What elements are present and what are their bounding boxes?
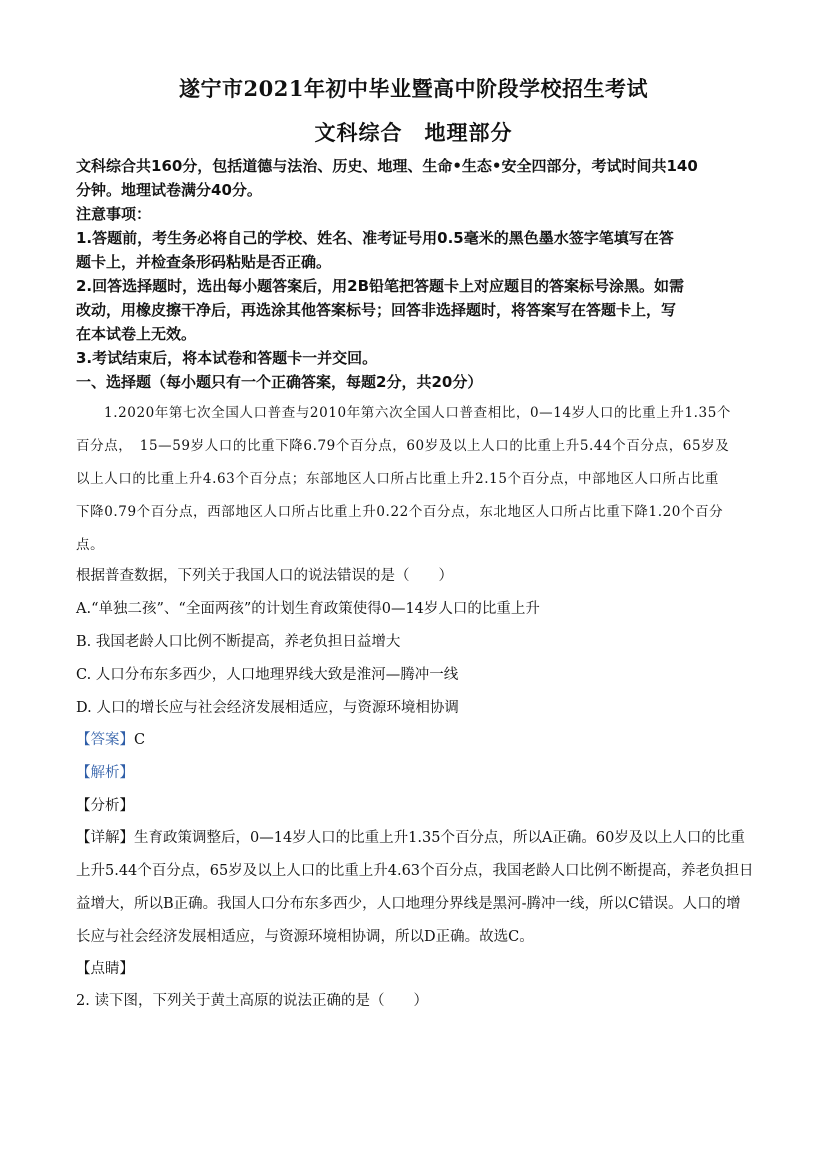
detail-line: 益增大，所以B正确。我国人口分布东多西少，人口地理分界线是黑河-腾冲一线，所以C错误。人口的增 xyxy=(76,896,741,912)
question-stem-line: 以上人口的比重上升4.63个百分点；东部地区人口所占比重上升2.15个百分点，中部地区人口所占比重 xyxy=(76,471,720,487)
exam-title: 遂宁市2021年初中毕业暨高中阶段学校招生考试 xyxy=(179,76,648,101)
detail-text: 生育政策调整后，0—14岁人口的比重上升1.35个百分点，所以A正确。60岁及以上人口的比重 xyxy=(134,830,745,846)
question-stem-line: 下降0.79个百分点，西部地区人口所占比重上升0.22个百分点，东北地区人口所占比重下降1.20个百分 xyxy=(76,504,724,520)
option-b: B. 我国老龄人口比例不断提高，养老负担日益增大 xyxy=(76,634,401,650)
question-2-stem: 2. 读下图，下列关于黄土高原的说法正确的是（ ） xyxy=(76,993,428,1009)
question-stem-line: 点。 xyxy=(76,537,105,553)
detail-line: 上升5.44个百分点，65岁及以上人口的比重上升4.63个百分点，我国老龄人口比例不断提高，养老负担日 xyxy=(76,863,754,879)
answer-tag: 【答案】 xyxy=(76,732,134,748)
exam-subtitle: 文科综合 地理部分 xyxy=(314,120,513,145)
notice-line: 改动，用橡皮擦干净后，再选涂其他答案标号；回答非选择题时，将答案写在答题卡上，写 xyxy=(76,301,677,319)
answer-line xyxy=(76,728,145,749)
notice-line: 题卡上，并检查条形码粘贴是否正确。 xyxy=(76,253,332,271)
question-prompt: 根据普查数据，下列关于我国人口的说法错误的是（ ） xyxy=(76,568,453,584)
detail-line: 长应与社会经济发展相适应，与资源环境相协调，所以D正确。故选C。 xyxy=(76,929,534,945)
notice-line: 在本试卷上无效。 xyxy=(76,325,197,343)
option-a: A.“单独二孩”、“全面两孩”的计划生育政策使得0—14岁人口的比重上升 xyxy=(76,601,540,617)
answer-value: C xyxy=(134,732,146,748)
intro-line-2: 分钟。地理试卷满分40分。 xyxy=(76,181,262,199)
notice-line: 1.答题前，考生务必将自己的学校、姓名、准考证号用0.5毫米的黑色墨水签字笔填写在答 xyxy=(76,229,674,247)
notice-heading: 注意事项： xyxy=(76,205,152,223)
fenxi-tag: 【分析】 xyxy=(76,798,134,814)
option-c: C. 人口分布东多西少，人口地理界线大致是淮河—腾冲一线 xyxy=(76,667,459,683)
option-d: D. 人口的增长应与社会经济发展相适应，与资源环境相协调 xyxy=(76,700,459,716)
notice-line: 3.考试结束后，将本试卷和答题卡一并交回。 xyxy=(76,349,378,367)
intro-line-1: 文科综合共160分，包括道德与法治、历史、地理、生命•生态•安全四部分，考试时间共140 xyxy=(76,157,698,175)
question-stem-line: 百分点， 15—59岁人口的比重下降6.79个百分点，60岁及以上人口的比重上升5.44个百分点，65岁及 xyxy=(76,438,730,454)
detail-tag: 【详解】 xyxy=(76,830,134,846)
dianjing-tag: 【点睛】 xyxy=(76,961,134,977)
question-stem-line: 1.2020年第七次全国人口普查与2010年第六次全国人口普查相比，0—14岁人口的比重上升1.35个 xyxy=(104,405,732,421)
detail-line xyxy=(76,826,745,847)
analysis-tag: 【解析】 xyxy=(76,765,134,781)
notice-line: 2.回答选择题时，选出每小题答案后，用2B铅笔把答题卡上对应题目的答案标号涂黑。如需 xyxy=(76,277,685,295)
section-heading: 一、选择题（每小题只有一个正确答案，每题2分，共20分） xyxy=(76,373,483,391)
